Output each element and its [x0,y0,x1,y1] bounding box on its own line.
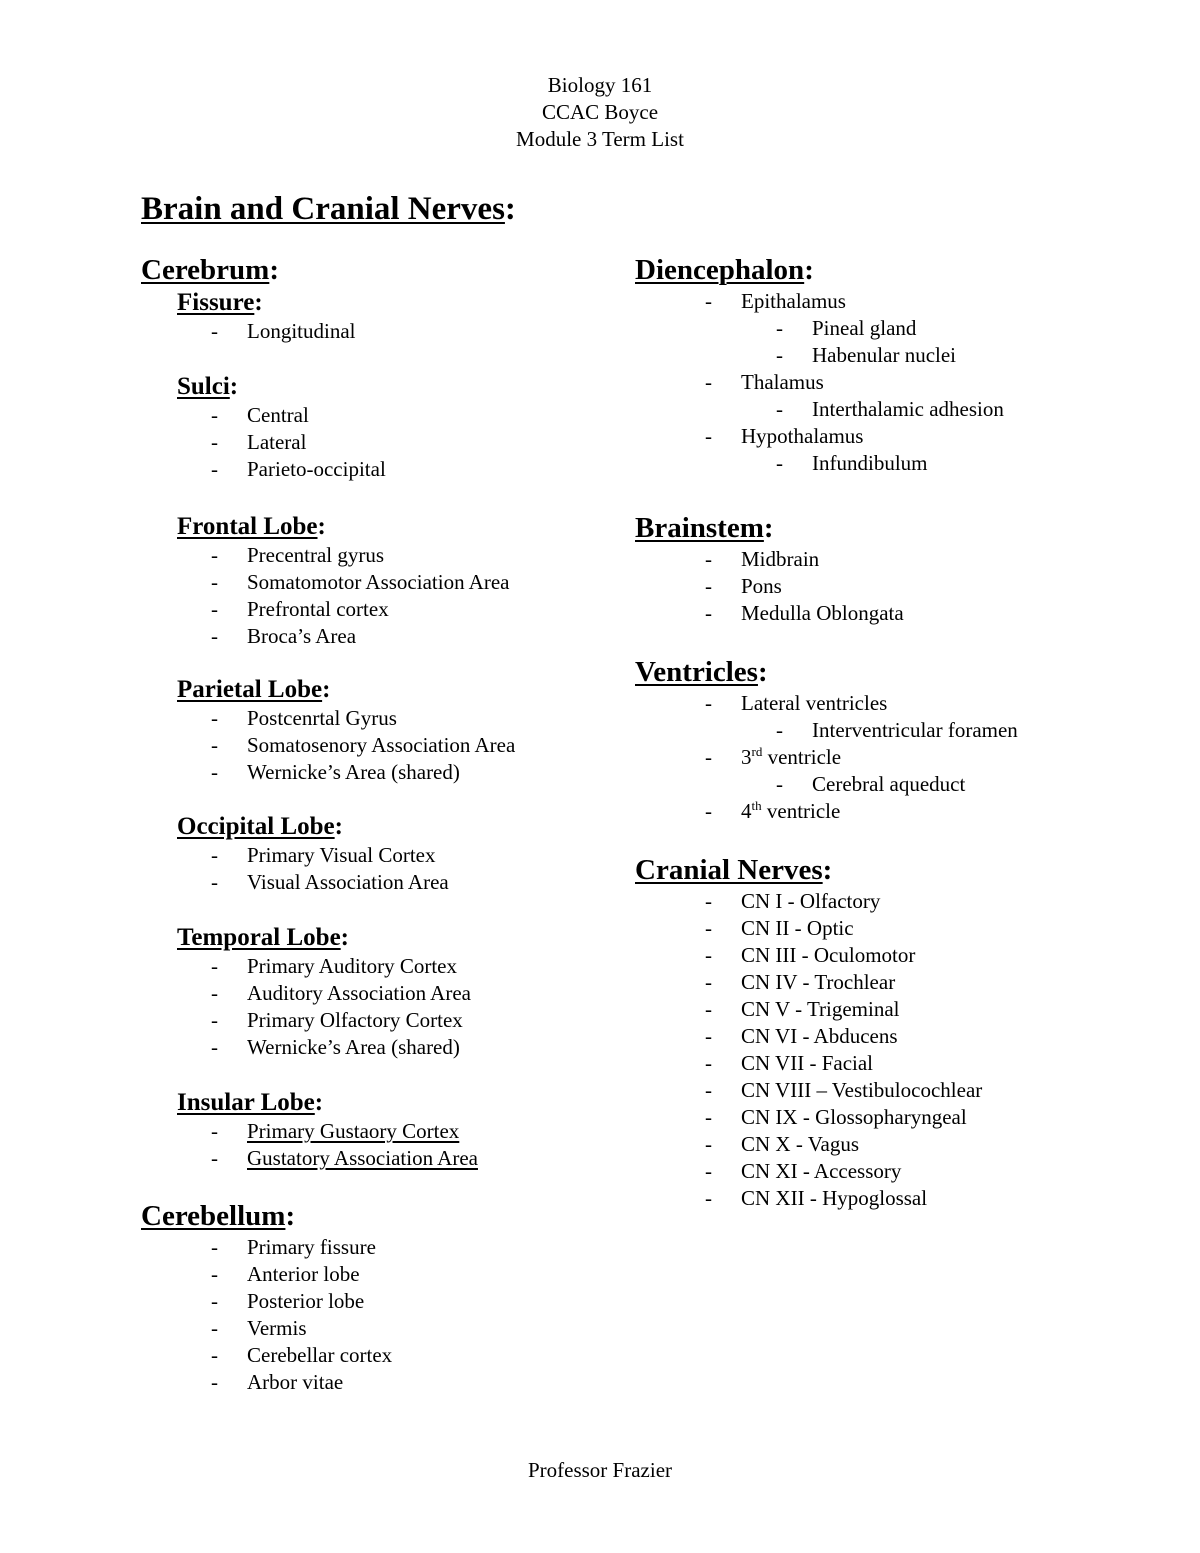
subsection-insular-lobe [177,1088,611,1118]
diencephalon-section [635,252,1155,477]
list-item: - Pineal gland [776,316,917,340]
fissure-list [141,318,611,345]
page-title-colon: : [504,191,516,227]
list-item: - Primary Gustaory Cortex [211,1119,460,1143]
subsection-sulci [177,372,611,402]
ventricles-list [635,690,1155,825]
subheading-frontal-lobe: Frontal Lobe: [177,513,326,540]
list-item: - Prefrontal cortex [211,597,389,621]
list-item: - CN IX - Glossopharyngeal [705,1105,967,1129]
insular-lobe-list [141,1118,611,1172]
list-item: - Gustatory Association Area [211,1146,478,1170]
temporal-lobe-list [141,953,611,1061]
list-item: - Cerebral aqueduct [776,772,966,796]
list-item: - Cerebellar cortex [211,1343,393,1367]
list-item: - Longitudinal [211,319,356,343]
list-item: - Central [211,403,309,427]
subheading-occipital-lobe: Occipital Lobe: [177,813,343,840]
list-item: - Hypothalamus [705,424,864,448]
list-item: - CN X - Vagus [705,1132,860,1156]
list-item: - Parieto-occipital [211,457,386,481]
cranial-nerves-list [635,888,1155,1212]
subheading-insular-lobe: Insular Lobe: [177,1089,324,1116]
institution: CCAC Boyce [541,100,659,124]
list-item: - Somatomotor Association Area [211,570,510,594]
list-item: - CN XI - Accessory [705,1159,902,1183]
parietal-lobe-list [141,705,611,786]
subsection-frontal-lobe [177,512,611,542]
list-item: - Broca’s Area [211,624,357,648]
list-item: - Primary Visual Cortex [211,843,436,867]
list-item: - 4th ventricle [705,798,841,823]
section-heading-cranial-nerves: Cranial Nerves: [635,854,833,886]
list-item: - Midbrain [705,547,820,571]
list-item: - Lateral [211,430,307,454]
list-item: - Precentral gyrus [211,543,385,567]
list-item: - Pons [705,574,782,598]
document-subtitle: Module 3 Term List [516,127,684,151]
list-item: - CN VIII – Vestibulocochlear [705,1078,983,1102]
list-item: - Anterior lobe [211,1262,360,1286]
list-item: - Interventricular foramen [776,718,1018,742]
ventricles-section [635,654,1155,825]
section-heading-diencephalon: Diencephalon: [635,254,814,286]
section-heading-brainstem: Brainstem: [635,512,774,544]
cerebrum-section [141,252,611,1172]
list-item: - CN VI - Abducens [705,1024,898,1048]
list-item: - Lateral ventricles [705,691,888,715]
list-item: - Somatosenory Association Area [211,733,516,757]
list-item: - Postcenrtal Gyrus [211,706,397,730]
brainstem-section [635,510,1155,627]
cerebellum-section [141,1198,611,1396]
list-item: - Interthalamic adhesion [776,397,1004,421]
list-item: - Thalamus [705,370,824,394]
list-item: - Posterior lobe [211,1289,365,1313]
list-item: - Infundibulum [776,451,928,475]
list-item: - Auditory Association Area [211,981,471,1005]
occipital-lobe-list [141,842,611,896]
section-heading-ventricles: Ventricles: [635,656,768,688]
frontal-lobe-list [141,542,611,650]
list-item: - Vermis [211,1316,307,1340]
list-item: - CN IV - Trochlear [705,970,896,994]
course-name: Biology 161 [547,73,653,97]
left-column [141,252,611,1396]
subheading-parietal-lobe: Parietal Lobe: [177,676,331,703]
subsection-fissure [177,288,611,318]
document-header [0,72,1200,153]
list-item: - Habenular nuclei [776,343,957,367]
subsection-parietal-lobe [177,675,611,705]
list-item: - 3rd ventricle [705,744,842,769]
list-item: - Visual Association Area [211,870,449,894]
list-item: - CN V - Trigeminal [705,997,900,1021]
list-item: - Primary Olfactory Cortex [211,1008,463,1032]
brainstem-list [635,546,1155,627]
list-item: - CN XII - Hypoglossal [705,1186,928,1210]
list-item: - CN I - Olfactory [705,889,881,913]
subsection-temporal-lobe [177,923,611,953]
list-item: - Primary fissure [211,1235,376,1259]
list-item: - Primary Auditory Cortex [211,954,457,978]
list-item: - Wernicke’s Area (shared) [211,760,460,784]
cranial-nerves-section [635,852,1155,1212]
list-item: - CN VII - Facial [705,1051,873,1075]
subheading-temporal-lobe: Temporal Lobe: [177,924,349,951]
sulci-list [141,402,611,483]
right-column [635,252,1155,1212]
subheading-fissure: Fissure: [177,289,263,316]
list-item: - Wernicke’s Area (shared) [211,1035,460,1059]
list-item: - CN III - Oculomotor [705,943,916,967]
list-item: - CN II - Optic [705,916,854,940]
subsection-occipital-lobe [177,812,611,842]
page-title [141,189,516,229]
cerebellum-list [141,1234,611,1396]
list-item: - Medulla Oblongata [705,601,904,625]
list-item: - Epithalamus [705,289,846,313]
diencephalon-list [635,288,1155,477]
section-heading-cerebellum: Cerebellum: [141,1200,296,1232]
subheading-sulci: Sulci: [177,373,239,400]
section-heading-cerebrum: Cerebrum: [141,254,279,286]
list-item: - Arbor vitae [211,1370,344,1394]
document-footer: Professor Frazier [527,1458,673,1482]
page-title-text: Brain and Cranial Nerves [141,191,505,227]
